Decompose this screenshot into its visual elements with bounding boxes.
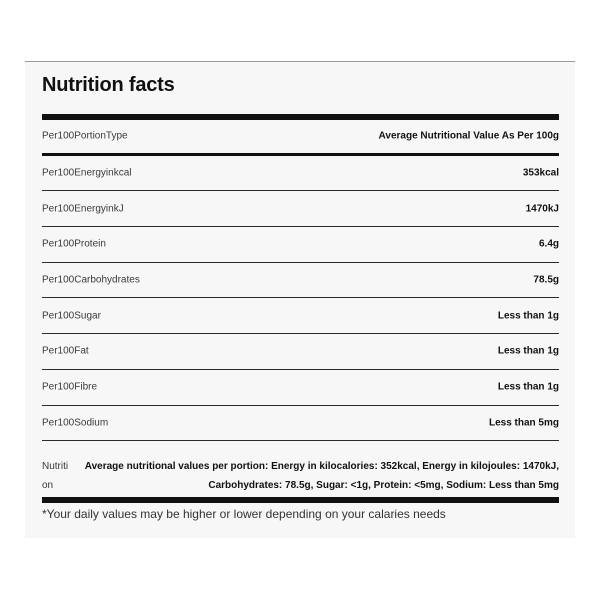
page-title: Nutrition facts	[42, 74, 175, 96]
table-row	[42, 370, 559, 406]
table-row	[42, 263, 559, 299]
row-label: Per100PortionType	[42, 130, 128, 142]
row-value: Less than 1g	[497, 381, 559, 393]
footer-divider	[42, 497, 559, 503]
panel-top-border	[25, 61, 575, 62]
row-value: 1470kJ	[525, 203, 559, 215]
row-label: Per100Fat	[42, 345, 89, 357]
portion-value: Average nutritional values per portion: Energy in kilocalories: 352kcal, Energy in kilojoules: 1470kJ, Carbohydrates: 78.5g, Sugar: <1g, Protein: <5mg, Sodium: Less than 5mg	[84, 461, 559, 491]
row-value: 353kcal	[522, 167, 559, 179]
portion-label: Nutrition	[42, 461, 69, 491]
table-row	[42, 120, 559, 156]
row-label: Per100Protein	[42, 238, 106, 250]
row-value: Average Nutritional Value As Per 100g	[378, 130, 559, 142]
row-label: Per100Sodium	[42, 417, 109, 429]
row-value: Less than 5mg	[488, 417, 559, 429]
table-row	[42, 334, 559, 370]
row-label: Per100EnergyinkJ	[42, 203, 124, 215]
table-row	[42, 227, 559, 263]
row-value: Less than 1g	[497, 310, 559, 322]
table-row	[42, 406, 559, 442]
table-row	[42, 298, 559, 334]
portion-row	[42, 452, 559, 496]
table-row	[42, 156, 559, 192]
row-label: Per100Fibre	[42, 381, 98, 393]
row-value: 78.5g	[533, 274, 559, 286]
row-label: Per100Carbohydrates	[42, 274, 140, 286]
row-label: Per100Energyinkcal	[42, 167, 132, 179]
nutrition-table	[42, 120, 559, 441]
table-row	[42, 191, 559, 227]
row-value: Less than 1g	[497, 345, 559, 357]
row-value: 6.4g	[538, 238, 559, 250]
row-label: Per100Sugar	[42, 310, 101, 322]
footnote: *Your daily values may be higher or lower depending on your calaries needs	[42, 507, 446, 521]
